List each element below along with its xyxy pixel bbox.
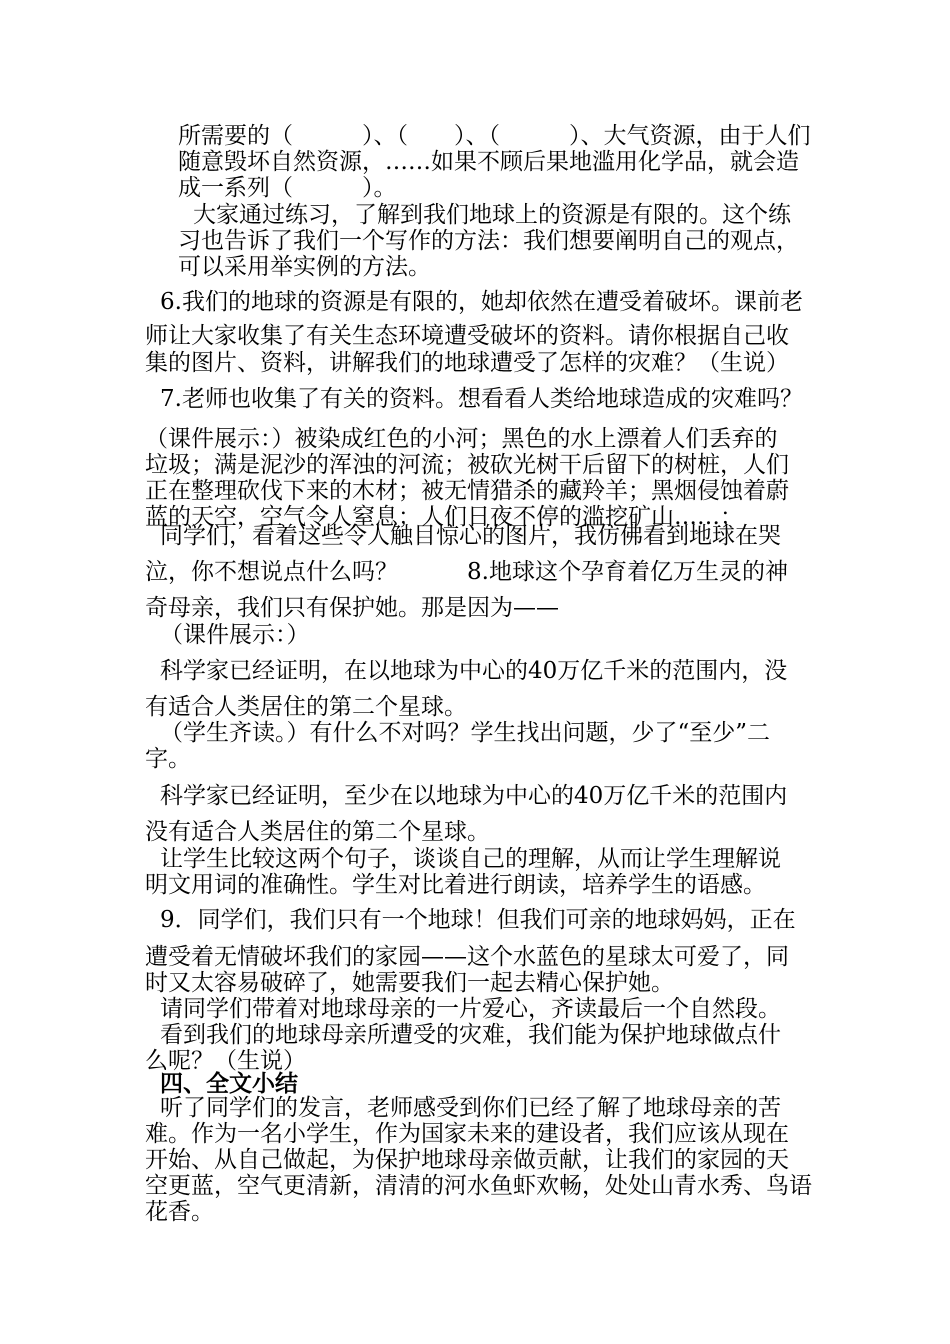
- text-line: 难。作为一名小学生，作为国家未来的建设者，我们应该从现在: [145, 1121, 789, 1147]
- text-line: 没有适合人类居住的第二个星球。: [145, 819, 490, 845]
- text-line: 有适合人类居住的第二个星球。: [145, 694, 467, 720]
- text-line: 正在整理砍伐下来的木材；被无情猎杀的藏羚羊；黑烟侵蚀着蔚: [145, 478, 789, 504]
- text-line: 集的图片、资料，讲解我们的地球遭受了怎样的灾难？（生说）: [145, 350, 789, 376]
- text-line: 所需要的（ ）、（ ）、（ ）、大气资源，由于人们: [178, 123, 811, 149]
- text-line: （课件展示：）: [160, 622, 310, 648]
- text-line: 可以采用举实例的方法。: [178, 254, 431, 280]
- text-line: 开始、从自己做起，为保护地球母亲做贡献，让我们的家园的天: [145, 1147, 789, 1173]
- text-line: 看到我们的地球母亲所遭受的灾难，我们能为保护地球做点什: [160, 1022, 781, 1048]
- text-line: （学生齐读。）有什么不对吗？学生找出问题，少了“至少”二: [160, 720, 771, 746]
- section-heading: 四、全文小结: [160, 1071, 298, 1097]
- text-line: 科学家已经证明，至少在以地球为中心的40万亿千米的范围内: [160, 783, 788, 809]
- text-line: 大家通过练习，了解到我们地球上的资源是有限的。这个练: [193, 202, 791, 228]
- text-line: 字。: [145, 746, 191, 772]
- text-line: 让学生比较这两个句子，谈谈自己的理解，从而让学生理解说: [160, 846, 781, 872]
- text-line: 成一系列（ ）。: [178, 175, 397, 201]
- text-line: 同学们，看着这些令人触目惊心的图片，我仿佛看到地球在哭: [160, 523, 781, 549]
- text-line: 遭受着无情破坏我们的家园——这个水蓝色的星球太可爱了，同: [145, 944, 789, 970]
- text-line: 花香。: [145, 1199, 214, 1225]
- text-line: 随意毁坏自然资源，……如果不顾后果地滥用化学品，就会造: [178, 149, 799, 175]
- text-line: 么呢？（生说）: [145, 1048, 306, 1074]
- text-line: 垃圾；满是泥沙的浑浊的河流；被砍光树干后留下的树桩，人们: [145, 452, 789, 478]
- text-line: 泣，你不想说点什么吗？ 8.地球这个孕育着亿万生灵的神: [145, 559, 788, 585]
- text-line: 空更蓝，空气更清新，清清的河水鱼虾欢畅，处处山青水秀、鸟语: [145, 1173, 812, 1199]
- text-line: 时又太容易破碎了，她需要我们一起去精心保护她。: [145, 970, 674, 996]
- text-line: 9．同学们，我们只有一个地球！但我们可亲的地球妈妈，正在: [160, 907, 796, 933]
- text-line: 7.老师也收集了有关的资料。想看看人类给地球造成的灾难吗？: [160, 386, 803, 412]
- text-line: 奇母亲，我们只有保护她。那是因为——: [145, 595, 559, 621]
- text-line: 科学家已经证明，在以地球为中心的40万亿千米的范围内，没: [160, 658, 788, 684]
- text-line: 明文用词的准确性。学生对比着进行朗读，培养学生的语感。: [145, 872, 766, 898]
- text-line: 师让大家收集了有关生态环境遭受破坏的资料。请你根据自己收: [145, 323, 789, 349]
- text-line: 6.我们的地球的资源是有限的，她却依然在遭受着破坏。课前老: [160, 289, 803, 315]
- text-line: 习也告诉了我们一个写作的方法：我们想要阐明自己的观点，: [178, 228, 799, 254]
- text-line: （课件展示：）被染成红色的小河；黑色的水上漂着人们丢弃的: [145, 426, 778, 452]
- text-line: 听了同学们的发言，老师感受到你们已经了解了地球母亲的苦: [160, 1095, 781, 1121]
- text-line: 蓝的天空，空气令人窒息；人们日夜不停的滥挖矿山……；: [145, 504, 743, 530]
- text-line: 请同学们带着对地球母亲的一片爱心，齐读最后一个自然段。: [160, 996, 781, 1022]
